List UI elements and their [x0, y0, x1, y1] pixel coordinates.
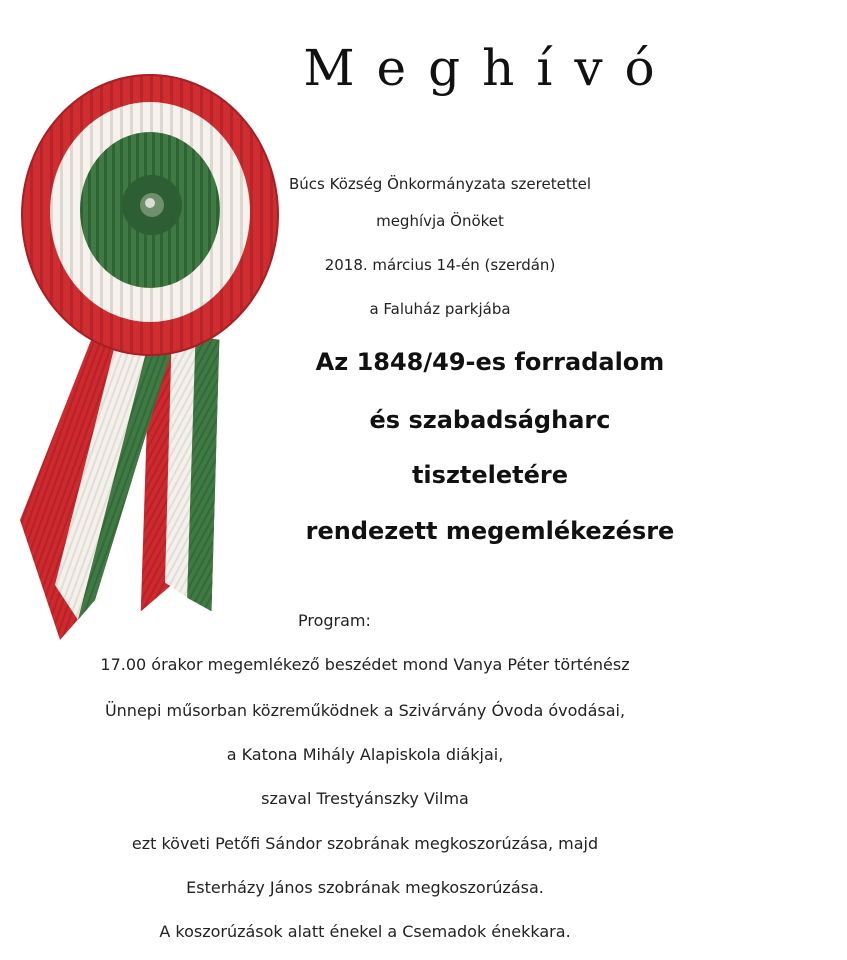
event-heading-line-2: és szabadságharc — [369, 406, 611, 434]
program-line-1: 17.00 órakor megemlékező beszédet mond Vanya Péter történész — [100, 655, 630, 674]
event-heading-line-4: rendezett megemlékezésre — [305, 517, 675, 545]
venue-line: a Faluház parkjába — [369, 300, 511, 318]
invite-line: meghívja Önöket — [376, 212, 504, 230]
program-line-7: A koszorúzások alatt énekel a Csemadok énekkara. — [159, 922, 571, 941]
event-heading-line-1: Az 1848/49-es forradalom — [315, 348, 665, 376]
program-line-5: ezt követi Petőfi Sándor szobrának megkoszorúzása, majd — [131, 834, 599, 853]
cockade-ribbon-image — [0, 0, 300, 660]
organizer-line: Búcs Község Önkormányzata szeretettel — [289, 175, 591, 193]
program-line-3: a Katona Mihály Alapiskola diákjai, — [226, 745, 504, 764]
date-line: 2018. március 14-én (szerdán) — [324, 256, 556, 274]
program-line-4: szaval Trestyánszky Vilma — [261, 789, 469, 808]
program-line-2: Ünnepi műsorban közreműködnek a Szivárvány Óvoda óvodásai, — [104, 701, 626, 720]
event-heading-line-3: tiszteletére — [411, 461, 569, 489]
program-line-6: Esterházy János szobrának megkoszorúzása. — [186, 878, 544, 897]
program-label: Program: — [298, 611, 371, 630]
invitation-title: Meghívó — [303, 39, 677, 97]
